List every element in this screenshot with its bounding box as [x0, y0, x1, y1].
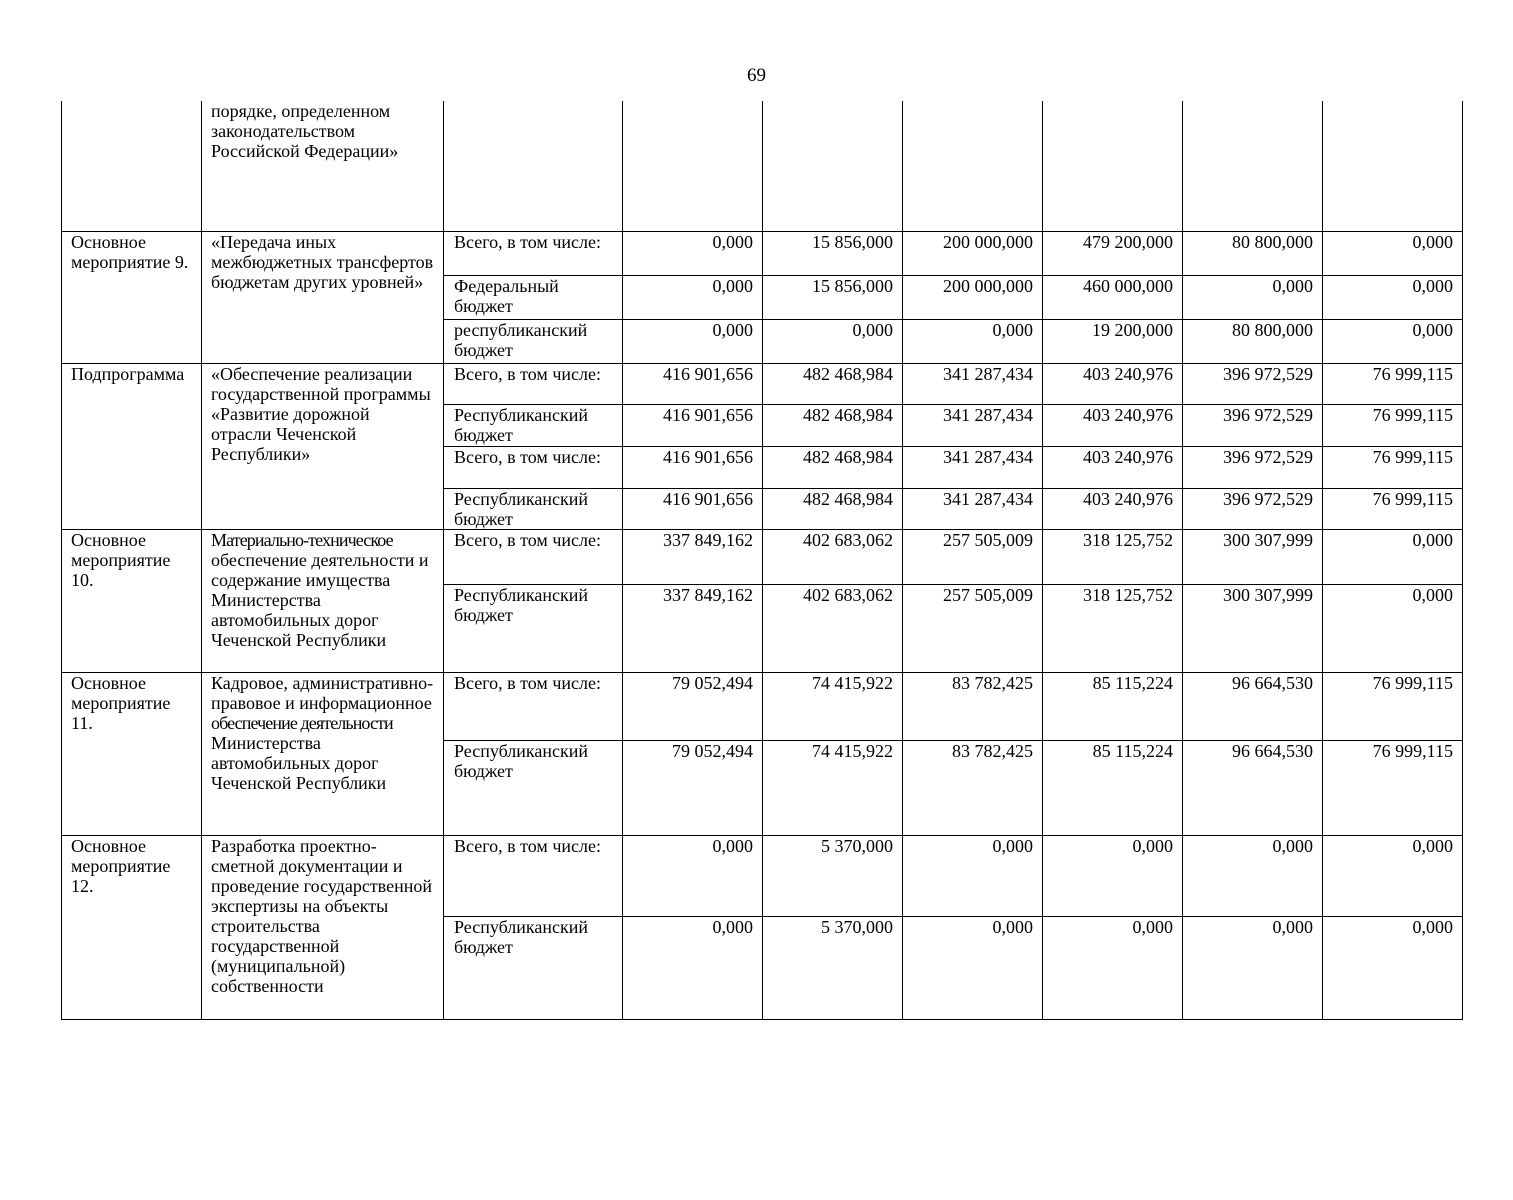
value-cell: 200 000,000 — [903, 231, 1043, 275]
source-cell — [444, 101, 623, 231]
source-cell: Республиканский бюджет — [444, 404, 623, 446]
name-line: Министерства автомобильных дорог Чеченской Республики — [211, 732, 387, 793]
budget-table — [61, 101, 1463, 1020]
table-row — [62, 363, 1463, 404]
value-cell: 76 999,115 — [1323, 488, 1463, 529]
value-cell: 0,000 — [1323, 319, 1463, 363]
value-cell: 257 505,009 — [903, 584, 1043, 672]
source-cell: Всего, в том числе: — [444, 363, 623, 404]
code-cell: Подпрограмма — [62, 363, 202, 529]
value-cell: 416 901,656 — [623, 488, 763, 529]
value-cell: 482 468,984 — [763, 488, 903, 529]
value-cell: 83 782,425 — [903, 672, 1043, 740]
value-cell — [763, 101, 903, 231]
value-cell: 396 972,529 — [1183, 404, 1323, 446]
value-cell — [1323, 101, 1463, 231]
source-cell: Федеральный бюджет — [444, 275, 623, 319]
source-cell: Республиканский бюджет — [444, 584, 623, 672]
value-cell: 403 240,976 — [1043, 446, 1183, 488]
value-cell: 482 468,984 — [763, 363, 903, 404]
value-cell: 0,000 — [1323, 529, 1463, 584]
value-cell: 403 240,976 — [1043, 488, 1183, 529]
value-cell: 0,000 — [623, 916, 763, 1019]
name-cell: «Обеспечение реализации государственной программы «Развитие дорожной отрасли Чеченской Республики» — [202, 363, 444, 529]
value-cell: 0,000 — [1323, 835, 1463, 916]
name-line: Материально-техническое — [211, 529, 393, 550]
value-cell: 0,000 — [1323, 231, 1463, 275]
source-cell: республиканский бюджет — [444, 319, 623, 363]
value-cell: 85 115,224 — [1043, 672, 1183, 740]
value-cell: 0,000 — [1183, 916, 1323, 1019]
value-cell — [623, 101, 763, 231]
value-cell: 76 999,115 — [1323, 404, 1463, 446]
value-cell: 96 664,530 — [1183, 740, 1323, 835]
code-cell: Основное мероприятие 12. — [62, 835, 202, 1019]
value-cell: 79 052,494 — [623, 740, 763, 835]
value-cell: 341 287,434 — [903, 404, 1043, 446]
source-cell: Всего, в том числе: — [444, 446, 623, 488]
value-cell: 0,000 — [763, 319, 903, 363]
value-cell — [1183, 101, 1323, 231]
value-cell: 318 125,752 — [1043, 584, 1183, 672]
value-cell: 300 307,999 — [1183, 584, 1323, 672]
value-cell: 318 125,752 — [1043, 529, 1183, 584]
value-cell: 19 200,000 — [1043, 319, 1183, 363]
value-cell: 83 782,425 — [903, 740, 1043, 835]
value-cell: 0,000 — [1183, 835, 1323, 916]
value-cell — [1043, 101, 1183, 231]
value-cell: 76 999,115 — [1323, 363, 1463, 404]
value-cell: 416 901,656 — [623, 446, 763, 488]
value-cell: 0,000 — [623, 275, 763, 319]
value-cell: 403 240,976 — [1043, 363, 1183, 404]
value-cell: 15 856,000 — [763, 275, 903, 319]
value-cell: 200 000,000 — [903, 275, 1043, 319]
name-line: Кадровое, административно-правовое и информационное — [211, 672, 434, 713]
page-number: 69 — [747, 65, 766, 86]
value-cell: 416 901,656 — [623, 404, 763, 446]
value-cell: 0,000 — [1043, 835, 1183, 916]
value-cell: 76 999,115 — [1323, 446, 1463, 488]
table-row — [62, 529, 1463, 584]
value-cell: 257 505,009 — [903, 529, 1043, 584]
value-cell: 402 683,062 — [763, 584, 903, 672]
value-cell: 0,000 — [1323, 916, 1463, 1019]
value-cell: 403 240,976 — [1043, 404, 1183, 446]
value-cell: 341 287,434 — [903, 488, 1043, 529]
name-line: обеспечение деятельности — [211, 712, 393, 733]
source-cell: Республиканский бюджет — [444, 916, 623, 1019]
name-cell — [202, 672, 444, 835]
name-cell — [202, 529, 444, 672]
value-cell: 300 307,999 — [1183, 529, 1323, 584]
name-line: обеспечение деятельности и содержание имущества Министерства автомобильных дорог Чеченской Республики — [211, 549, 429, 650]
value-cell: 76 999,115 — [1323, 740, 1463, 835]
value-cell: 396 972,529 — [1183, 363, 1323, 404]
value-cell — [903, 101, 1043, 231]
value-cell: 5 370,000 — [763, 916, 903, 1019]
code-cell: Основное мероприятие 9. — [62, 231, 202, 363]
value-cell: 74 415,922 — [763, 740, 903, 835]
value-cell: 460 000,000 — [1043, 275, 1183, 319]
table-row — [62, 672, 1463, 740]
value-cell: 0,000 — [623, 835, 763, 916]
source-cell: Всего, в том числе: — [444, 231, 623, 275]
value-cell: 396 972,529 — [1183, 488, 1323, 529]
source-cell: Всего, в том числе: — [444, 529, 623, 584]
name-cell: порядке, определенном законодательством Российской Федерации» — [202, 101, 444, 231]
value-cell: 402 683,062 — [763, 529, 903, 584]
value-cell: 482 468,984 — [763, 404, 903, 446]
value-cell: 0,000 — [1183, 275, 1323, 319]
value-cell: 0,000 — [903, 835, 1043, 916]
value-cell: 341 287,434 — [903, 363, 1043, 404]
value-cell: 479 200,000 — [1043, 231, 1183, 275]
table-row — [62, 231, 1463, 275]
table-row — [62, 835, 1463, 916]
value-cell: 0,000 — [1323, 584, 1463, 672]
value-cell: 5 370,000 — [763, 835, 903, 916]
code-cell: Основное мероприятие 10. — [62, 529, 202, 672]
value-cell: 337 849,162 — [623, 529, 763, 584]
value-cell: 0,000 — [623, 319, 763, 363]
value-cell: 80 800,000 — [1183, 231, 1323, 275]
code-cell: Основное мероприятие 11. — [62, 672, 202, 835]
value-cell: 416 901,656 — [623, 363, 763, 404]
source-cell: Республиканский бюджет — [444, 740, 623, 835]
value-cell: 0,000 — [903, 319, 1043, 363]
value-cell: 0,000 — [1043, 916, 1183, 1019]
source-cell: Всего, в том числе: — [444, 835, 623, 916]
value-cell: 15 856,000 — [763, 231, 903, 275]
value-cell: 76 999,115 — [1323, 672, 1463, 740]
value-cell: 482 468,984 — [763, 446, 903, 488]
name-cell: Разработка проектно-сметной документации и проведение государственной экспертизы на объекты строительства государственной (муниципальной) собственности — [202, 835, 444, 1019]
value-cell: 341 287,434 — [903, 446, 1043, 488]
value-cell: 0,000 — [903, 916, 1043, 1019]
value-cell: 337 849,162 — [623, 584, 763, 672]
value-cell: 0,000 — [1323, 275, 1463, 319]
value-cell: 74 415,922 — [763, 672, 903, 740]
source-cell: Республиканский бюджет — [444, 488, 623, 529]
value-cell: 396 972,529 — [1183, 446, 1323, 488]
code-cell — [62, 101, 202, 231]
value-cell: 0,000 — [623, 231, 763, 275]
table-row — [62, 101, 1463, 231]
value-cell: 85 115,224 — [1043, 740, 1183, 835]
value-cell: 79 052,494 — [623, 672, 763, 740]
name-cell: «Передача иных межбюджетных трансфертов бюджетам других уровней» — [202, 231, 444, 363]
source-cell: Всего, в том числе: — [444, 672, 623, 740]
value-cell: 80 800,000 — [1183, 319, 1323, 363]
value-cell: 96 664,530 — [1183, 672, 1323, 740]
